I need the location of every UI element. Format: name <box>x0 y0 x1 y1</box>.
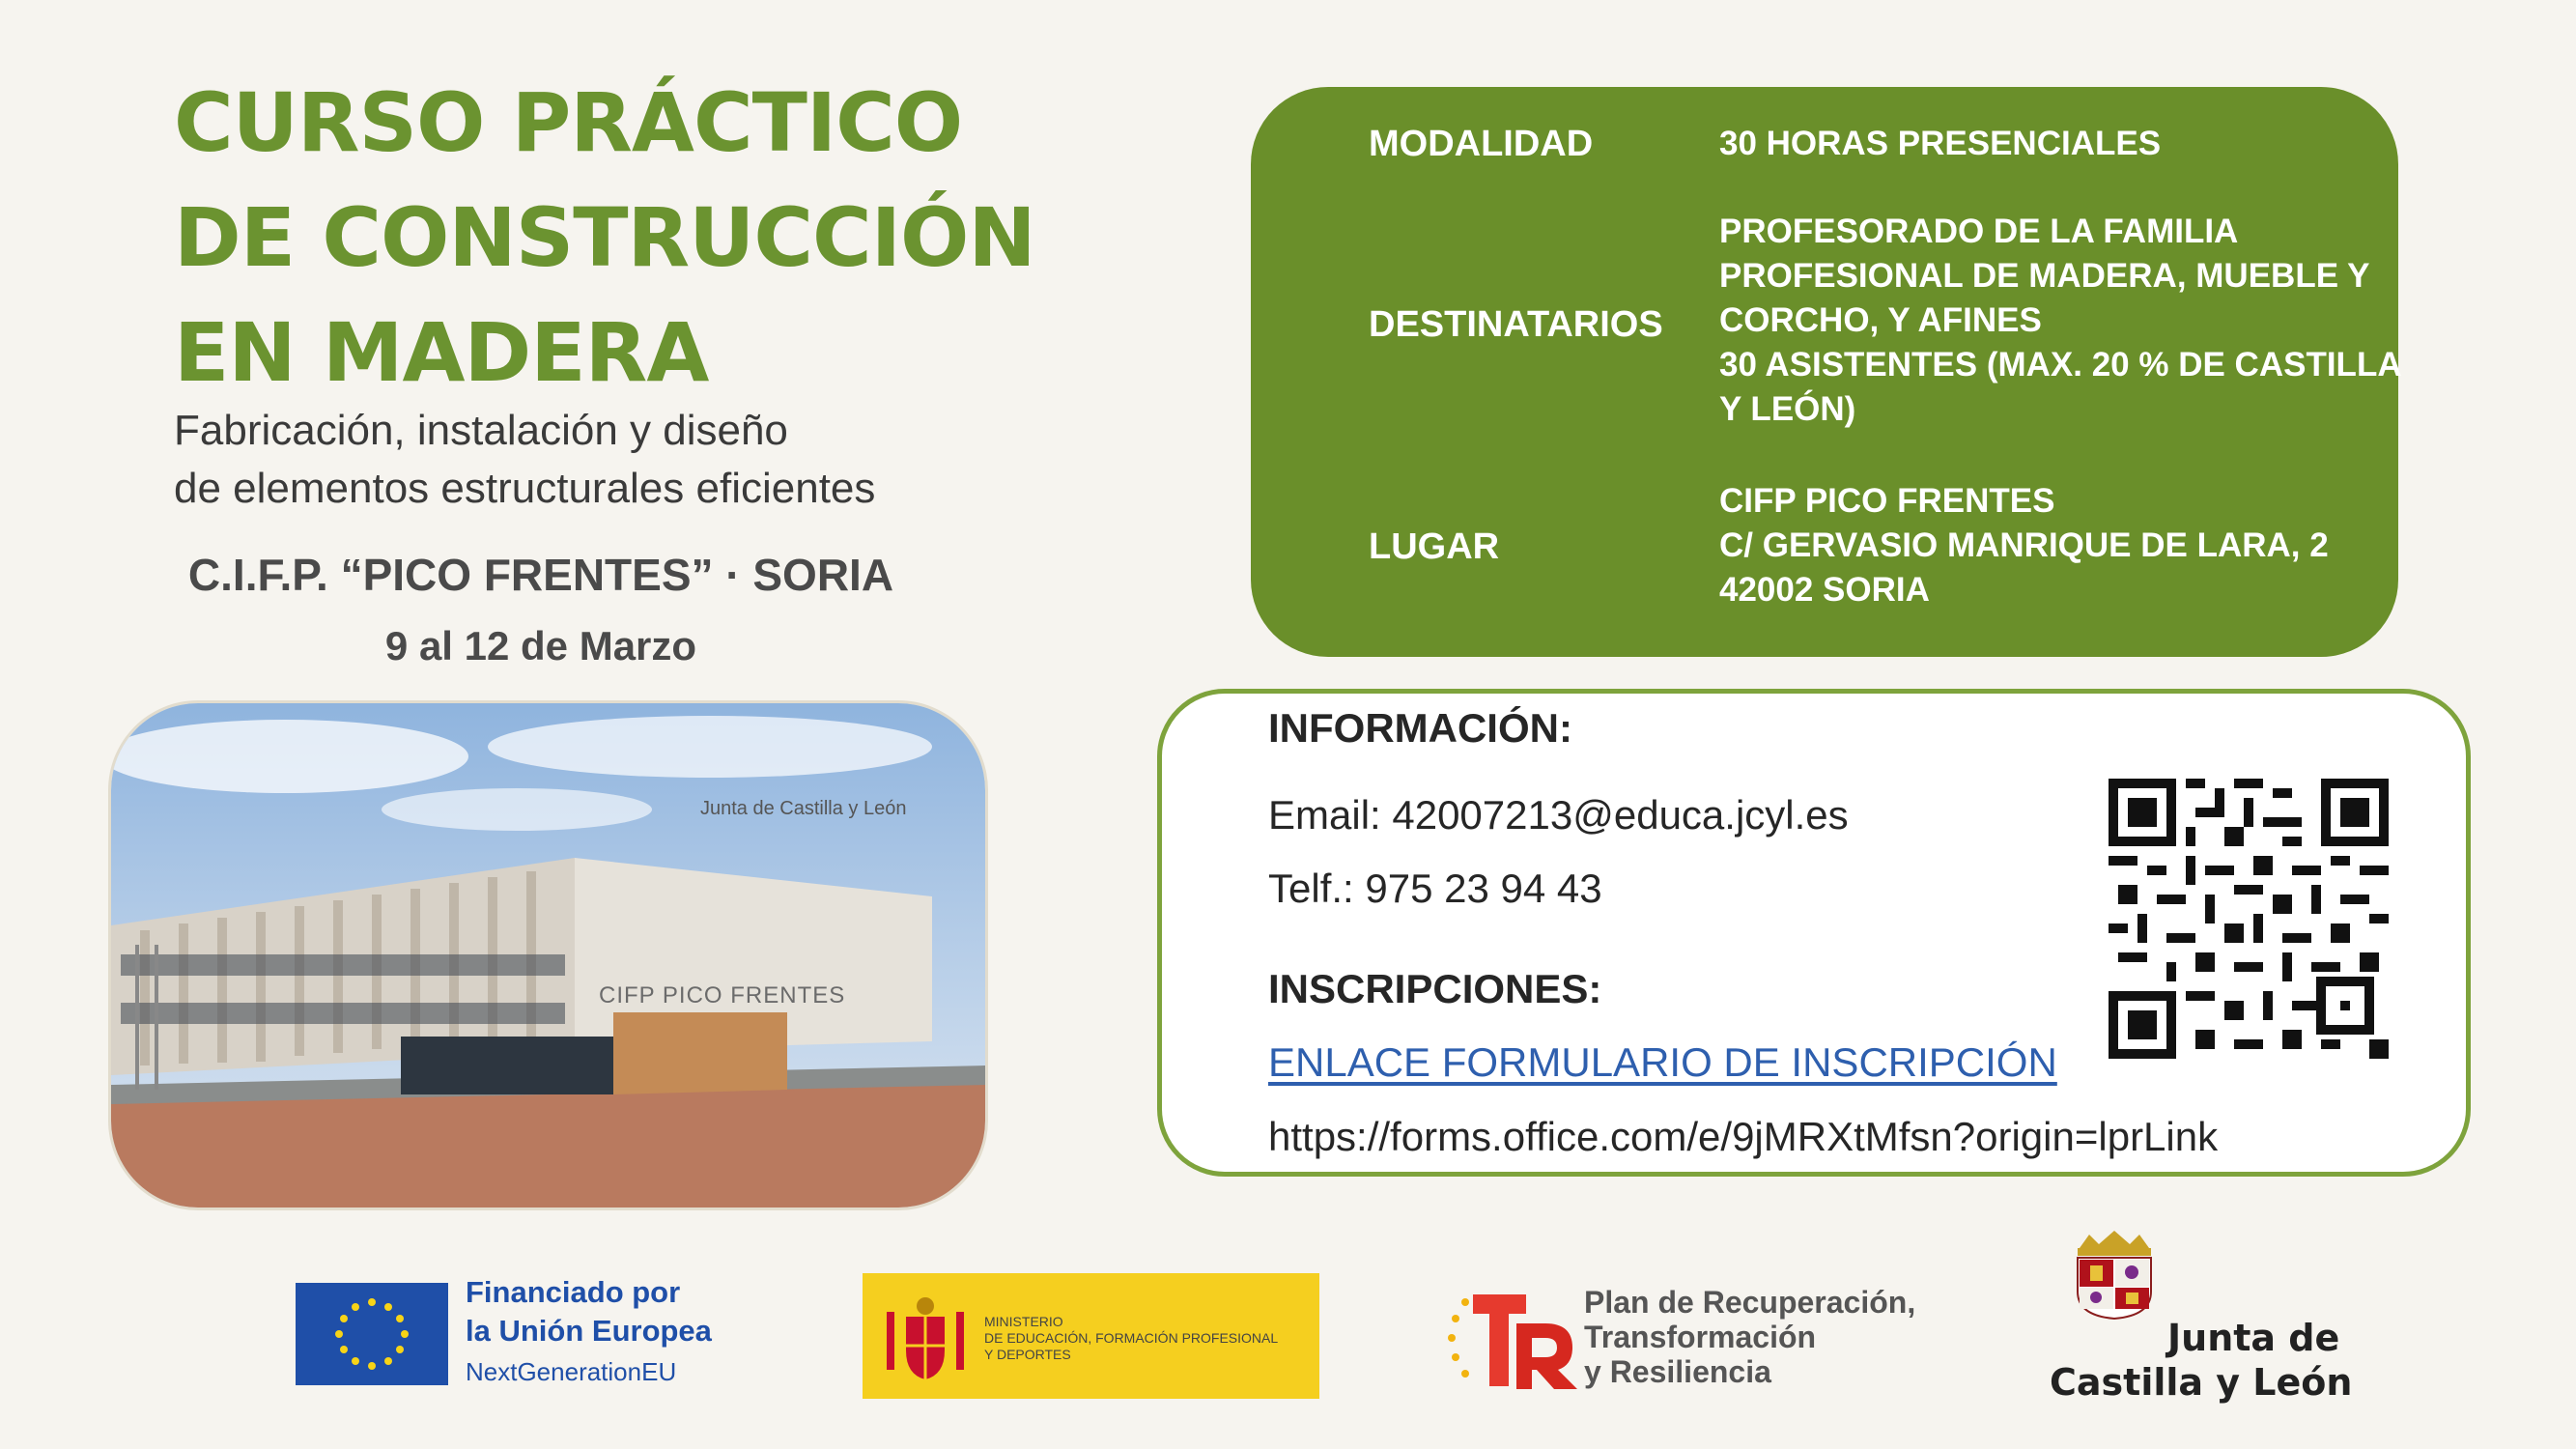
course-details-panel <box>1251 87 2402 657</box>
registration-form-url[interactable]: https://forms.office.com/e/9jMRXtMfsn?origin=lprLink <box>1268 1114 2219 1159</box>
course-title <box>174 66 1043 411</box>
qr-code-icon[interactable] <box>2109 779 2389 1059</box>
spain-coat-of-arms-icon <box>882 1293 969 1384</box>
inscripciones-heading: INSCRIPCIONES: <box>1268 966 1602 1011</box>
phone-text[interactable]: Telf.: 975 23 94 43 <box>1268 866 1602 911</box>
modalidad-label: MODALIDAD <box>1369 124 1594 164</box>
building-photo <box>111 703 985 1208</box>
eu-flag-icon <box>296 1283 448 1385</box>
eu-line-1: Financiado por <box>466 1275 681 1309</box>
subtitle-line-1: Fabricación, instalación y diseño <box>174 407 788 454</box>
eu-line-2: la Unión Europea <box>466 1314 712 1348</box>
building-sign-text: CIFP PICO FRENTES <box>599 982 846 1009</box>
contact-info-panel <box>1157 689 2471 1177</box>
info-heading: INFORMACIÓN: <box>1268 705 1572 751</box>
destinatarios-label: DESTINATARIOS <box>1369 304 1663 345</box>
email-text[interactable]: Email: 42007213@educa.jcyl.es <box>1268 792 1849 838</box>
registration-form-link[interactable]: ENLACE FORMULARIO DE INSCRIPCIÓN <box>1268 1039 2057 1085</box>
title-line-1: CURSO PRÁCTICO <box>174 75 963 170</box>
ministry-text: MINISTERIO DE EDUCACIÓN, FORMACIÓN PROFESIONAL Y DEPORTES <box>984 1314 1279 1362</box>
eu-funding-logo <box>466 1273 712 1393</box>
modalidad-value: 30 HORAS PRESENCIALES <box>1719 125 2162 162</box>
lugar-label: LUGAR <box>1369 526 1500 567</box>
title-line-3: EN MADERA <box>174 305 709 400</box>
prtr-text: Plan de Recuperación, Transformación y Resiliencia <box>1584 1285 1916 1389</box>
course-dates: 9 al 12 de Marzo <box>384 623 697 668</box>
lugar-value: CIFP PICO FRENTES C/ GERVASIO MANRIQUE DE LARA, 2 42002 SORIA <box>1719 482 2329 609</box>
facade-logo-text: Junta de Castilla y León <box>700 798 907 819</box>
venue-line: C.I.F.P. “PICO FRENTES” · SORIA <box>187 550 894 600</box>
subtitle-line-2: de elementos estructurales eficientes <box>174 465 876 512</box>
course-subtitle <box>174 402 875 518</box>
prtr-logo-icon <box>1444 1285 1579 1391</box>
ministry-logo <box>863 1273 1319 1399</box>
eu-line-3: NextGenerationEU <box>466 1357 677 1386</box>
jcyl-logo-text: Junta de Castilla y León <box>2050 1317 2353 1404</box>
title-line-2: DE CONSTRUCCIÓN <box>174 190 1035 285</box>
destinatarios-value: PROFESORADO DE LA FAMILIA PROFESIONAL DE MADERA, MUEBLE Y CORCHO, Y AFINES 30 ASISTENTES (MAX. 20 % DE CASTILLA Y LEÓN) <box>1719 213 2402 428</box>
